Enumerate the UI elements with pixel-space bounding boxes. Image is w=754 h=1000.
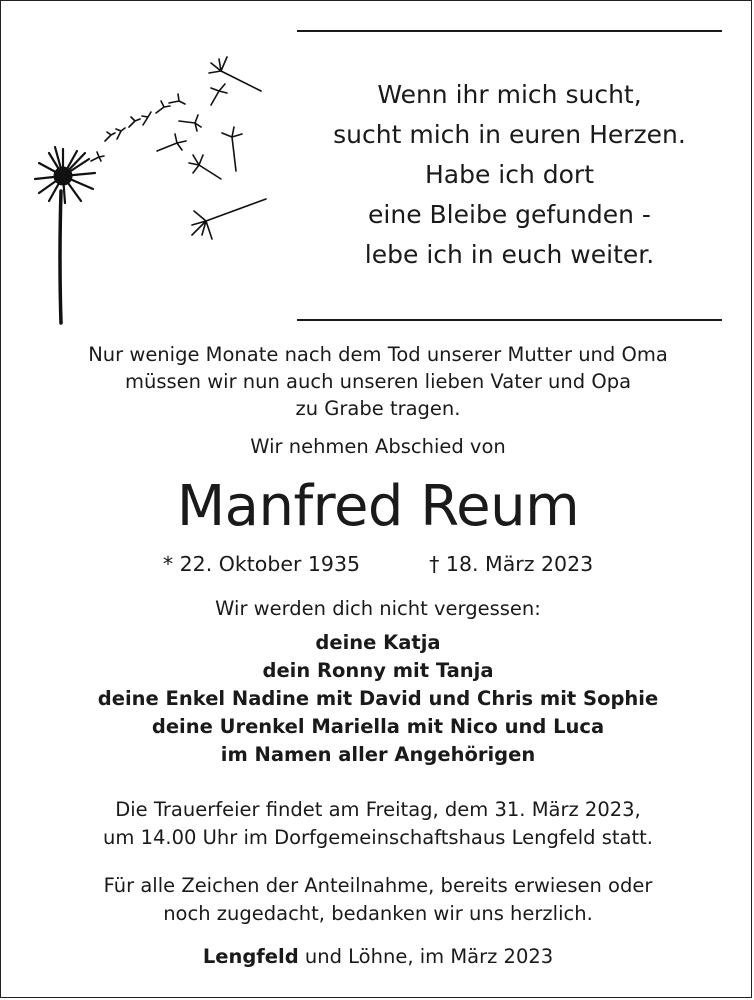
mourner-line: deine Urenkel Mariella mit Nico und Luca [151,715,605,738]
poem-line: Habe ich dort [424,160,595,189]
ceremony-line: um 14.00 Uhr im Dorfgemeinschaftshaus Lengfeld statt. [103,826,653,849]
mourners-list [1,629,754,769]
intro-text [1,341,754,422]
mourner-line: im Namen aller Angehörigen [220,743,536,766]
death-date: 18. März 2023 [445,552,594,576]
poem-line: sucht mich in euren Herzen. [333,120,686,149]
place-date-line [1,943,754,971]
top-divider [297,30,722,32]
poem-line: eine Bleibe gefunden - [368,200,651,229]
thanks-text [1,872,754,928]
place-rest: und Löhne, im März 2023 [298,945,554,968]
farewell-line: Wir nehmen Abschied von [250,435,506,458]
thanks-line: Für alle Zeichen der Anteilnahme, bereits erwiesen oder [103,874,653,897]
birth-symbol: * [162,552,174,576]
mourners-intro: Wir werden dich nicht vergessen: [215,597,541,620]
birth-date: 22. Oktober 1935 [179,552,361,576]
intro-line: müssen wir nun auch unseren lieben Vater und Opa [124,370,632,393]
poem-line: Wenn ihr mich sucht, [377,80,642,109]
mourner-line: dein Ronny mit Tanja [262,659,494,682]
mourner-line: deine Enkel Nadine mit David und Chris mit Sophie [97,687,659,710]
poem [297,75,722,275]
dandelion-icon [21,41,281,331]
mourner-line: deine Katja [315,631,441,654]
death-symbol: † [429,552,440,576]
place-bold: Lengfeld [202,945,299,968]
thanks-line: noch zugedacht, bedanken wir uns herzlich. [163,902,593,925]
intro-line: Nur wenige Monate nach dem Tod unserer Mutter und Oma [88,343,668,366]
deceased-name: Manfred Reum [176,474,580,539]
life-dates [1,549,754,579]
bottom-divider [297,319,722,321]
ceremony-info [1,796,754,852]
ceremony-line: Die Trauerfeier findet am Freitag, dem 31. März 2023, [115,798,641,821]
intro-line: zu Grabe tragen. [295,397,461,420]
poem-line: lebe ich in euch weiter. [364,240,655,269]
